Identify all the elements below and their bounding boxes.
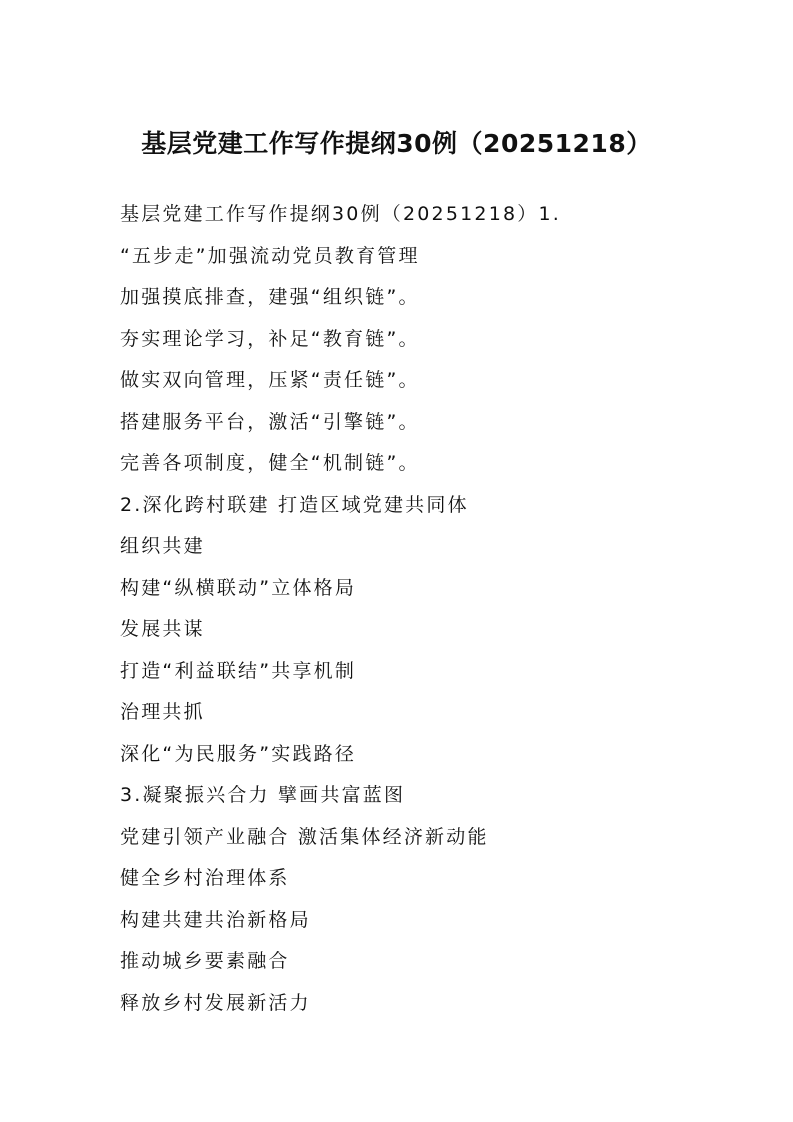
body-line: 完善各项制度，健全“机制链”。 — [120, 452, 420, 474]
body-line: 治理共抓 — [120, 701, 205, 723]
body-line: “五步走”加强流动党员教育管理 — [120, 244, 420, 267]
body-line: 深化“为民服务”实践路径 — [120, 742, 357, 765]
body-line: 夯实理论学习，补足“教育链”。 — [120, 327, 420, 350]
document-title: 基层党建工作写作提纲30例（20251218） — [141, 129, 652, 158]
body-line: 做实双向管理，压紧“责任链”。 — [120, 369, 420, 391]
body-line: 组织共建 — [120, 535, 205, 557]
body-line: 释放乡村发展新活力 — [120, 991, 311, 1014]
body-line: 基层党建工作写作提纲30例（20251218）1. — [120, 203, 562, 225]
body-line: 健全乡村治理体系 — [120, 867, 290, 889]
body-line: 构建“纵横联动”立体格局 — [120, 576, 357, 599]
document-body — [120, 197, 720, 1027]
body-line: 加强摸底排查，建强“组织链”。 — [120, 286, 420, 308]
body-line: 搭建服务平台，激活“引擎链”。 — [120, 410, 420, 433]
section-heading: 2.深化跨村联建 打造区域党建共同体 — [120, 493, 469, 516]
body-line: 发展共谋 — [120, 618, 205, 640]
body-line: 推动城乡要素融合 — [120, 950, 290, 972]
body-line: 打造“利益联结”共享机制 — [120, 659, 357, 682]
body-line: 党建引领产业融合 激活集体经济新动能 — [120, 825, 489, 848]
section-heading: 3.凝聚振兴合力 擘画共富蓝图 — [120, 784, 406, 806]
body-line: 构建共建共治新格局 — [120, 908, 311, 931]
